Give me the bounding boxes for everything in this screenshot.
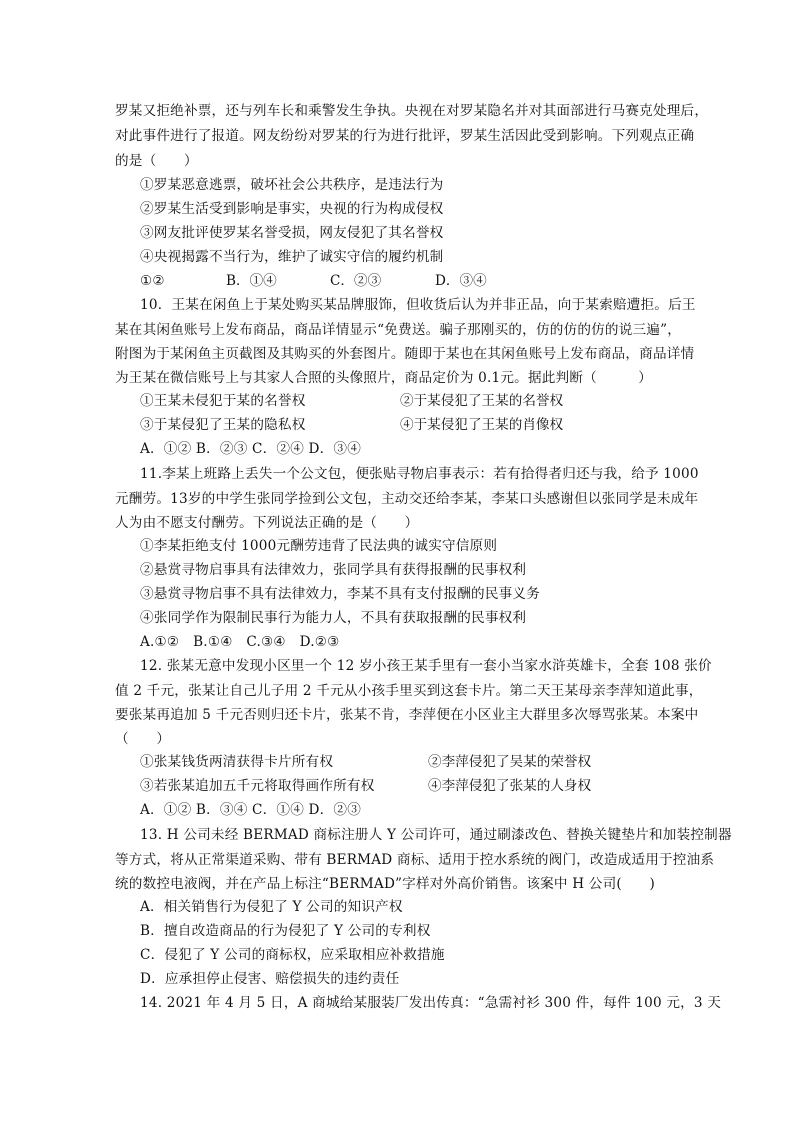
q10-stem-line-2: 某在其闲鱼账号上发布商品，商品详情显示“免费送。骗子那刚买的，仿的仿的仿的说三遍”， (115, 322, 682, 338)
q10-choices: A．①② B．②③ C．②④ D．③④ (140, 441, 361, 457)
q10-option-4: ④于某侵犯了王某的肖像权 (400, 417, 564, 433)
q12-option-4: ④李萍侵犯了张某的人身权 (428, 778, 592, 794)
q11-stem-line-1: 11.李某上班路上丢失一个公文包，便张贴寻物启事表示：若有拾得者归还与我，给予 1000 (140, 466, 699, 482)
q13-option-c: C．侵犯了 Y 公司的商标权，应采取相应补救措施 (140, 947, 445, 963)
q13-option-b: B．擅自改造商品的行为侵犯了 Y 公司的专利权 (140, 923, 431, 939)
q9-option-4: ④央视揭露不当行为，维护了诚实守信的履约机制 (140, 249, 444, 265)
q12-stem-line-3: 要张某再追加 5 千元否则归还卡片，张某不肯，李萍便在小区业主大群里多次辱骂张某。本案中 (115, 707, 699, 723)
q13-stem-line-1: 13. H 公司未经 BERMAD 商标注册人 Y 公司许可，通过刷漆改色、替换关键垫片和加装控制器 (140, 827, 732, 843)
q9-choice-d: D．③④ (435, 273, 487, 289)
q10-stem-line-3: 附图为于某闲鱼主页截图及其购买的外套图片。随即于某也在其闲鱼账号上发布商品，商品详情 (115, 346, 695, 362)
q13-stem-line-2: 等方式，将从正常渠道采购、带有 BERMAD 商标、适用于控水系统的阀门，改造成适用于控油系 (115, 852, 715, 868)
q9-choice-c: C．②③ (330, 273, 382, 289)
q12-option-1: ①张某钱货两清获得卡片所有权 (140, 754, 334, 770)
q10-option-2: ②于某侵犯了王某的名誉权 (400, 393, 564, 409)
q12-stem-line-1: 12. 张某无意中发现小区里一个 12 岁小孩王某手里有一套小当家水浒英雄卡，全套 108 张价 (140, 658, 712, 674)
q9-stem-line-1: 罗某又拒绝补票，还与列车长和乘警发生争执。央视在对罗某隐名并对其面部进行马赛克处理后， (115, 103, 709, 119)
q12-stem-line-2: 值 2 千元，张某让自己儿子用 2 千元从小孩手里买到这套卡片。第二天王某母亲李萍知道此事， (115, 683, 703, 699)
q14-stem-line-1: 14. 2021 年 4 月 5 日，A 商城给某服装厂发出传真：“急需衬衫 300 件，每件 100 元，3 天 (140, 995, 722, 1011)
q9-choice-a: ①② (140, 273, 165, 289)
q13-stem-line-3: 统的数控电液阀，并在产品上标注“BERMAD”字样对外高价销售。该案中 H 公司( ) (115, 876, 655, 892)
q13-option-d: D．应承担停止侵害、赔偿损失的违约责任 (140, 971, 400, 987)
q9-choice-b: B．①④ (226, 273, 277, 289)
q11-option-4: ④张同学作为限制民事行为能力人，不具有获取报酬的民事权利 (140, 610, 527, 626)
q11-stem-line-2: 元酬劳。13岁的中学生张同学捡到公文包，主动交还给李某，李某口头感谢但以张同学是未成年 (115, 491, 699, 507)
q9-stem-line-3: 的是（ ） (115, 153, 198, 169)
q11-stem-line-3: 人为由不愿支付酬劳。下列说法正确的是（ ） (115, 515, 419, 531)
q12-option-2: ②李萍侵犯了吴某的荣誉权 (428, 754, 592, 770)
q10-stem-line-1: 10．王某在闲鱼上于某处购买某品牌服饰，但收货后认为并非正品，向于某索赔遭拒。后王 (140, 297, 696, 313)
q11-choices: A.①② B.①④ C.③④ D.②③ (140, 634, 340, 650)
q9-option-1: ①罗某恶意逃票，破坏社会公共秩序，是违法行为 (140, 177, 444, 193)
q11-option-3: ③悬赏寻物启事不具有法律效力，李某不具有支付报酬的民事义务 (140, 586, 541, 602)
q13-option-a: A．相关销售行为侵犯了 Y 公司的知识产权 (140, 899, 403, 915)
q12-stem-line-4: （ ） (115, 731, 171, 747)
q11-option-2: ②悬赏寻物启事具有法律效力，张同学具有获得报酬的民事权利 (140, 562, 527, 578)
q10-option-1: ①王某未侵犯于某的名誉权 (140, 393, 306, 409)
q11-option-1: ①李某拒绝支付 1000元酬劳违背了民法典的诚实守信原则 (140, 538, 498, 554)
q12-choices: A．①② B．③④ C．①④ D．②③ (140, 802, 361, 818)
q10-stem-line-4: 为王某在微信账号上与其家人合照的头像照片，商品定价为 0.1元。据此判断（ ） (115, 370, 653, 386)
q9-stem-line-2: 对此事件进行了报道。网友纷纷对罗某的行为进行批评，罗某生活因此受到影响。下列观点正确 (115, 128, 695, 144)
q9-option-3: ③网友批评使罗某名誉受损，网友侵犯了其名誉权 (140, 225, 444, 241)
q10-option-3: ③于某侵犯了王某的隐私权 (140, 417, 306, 433)
q12-option-3: ③若张某追加五千元将取得画作所有权 (140, 778, 375, 794)
q9-option-2: ②罗某生活受到影响是事实，央视的行为构成侵权 (140, 201, 444, 217)
